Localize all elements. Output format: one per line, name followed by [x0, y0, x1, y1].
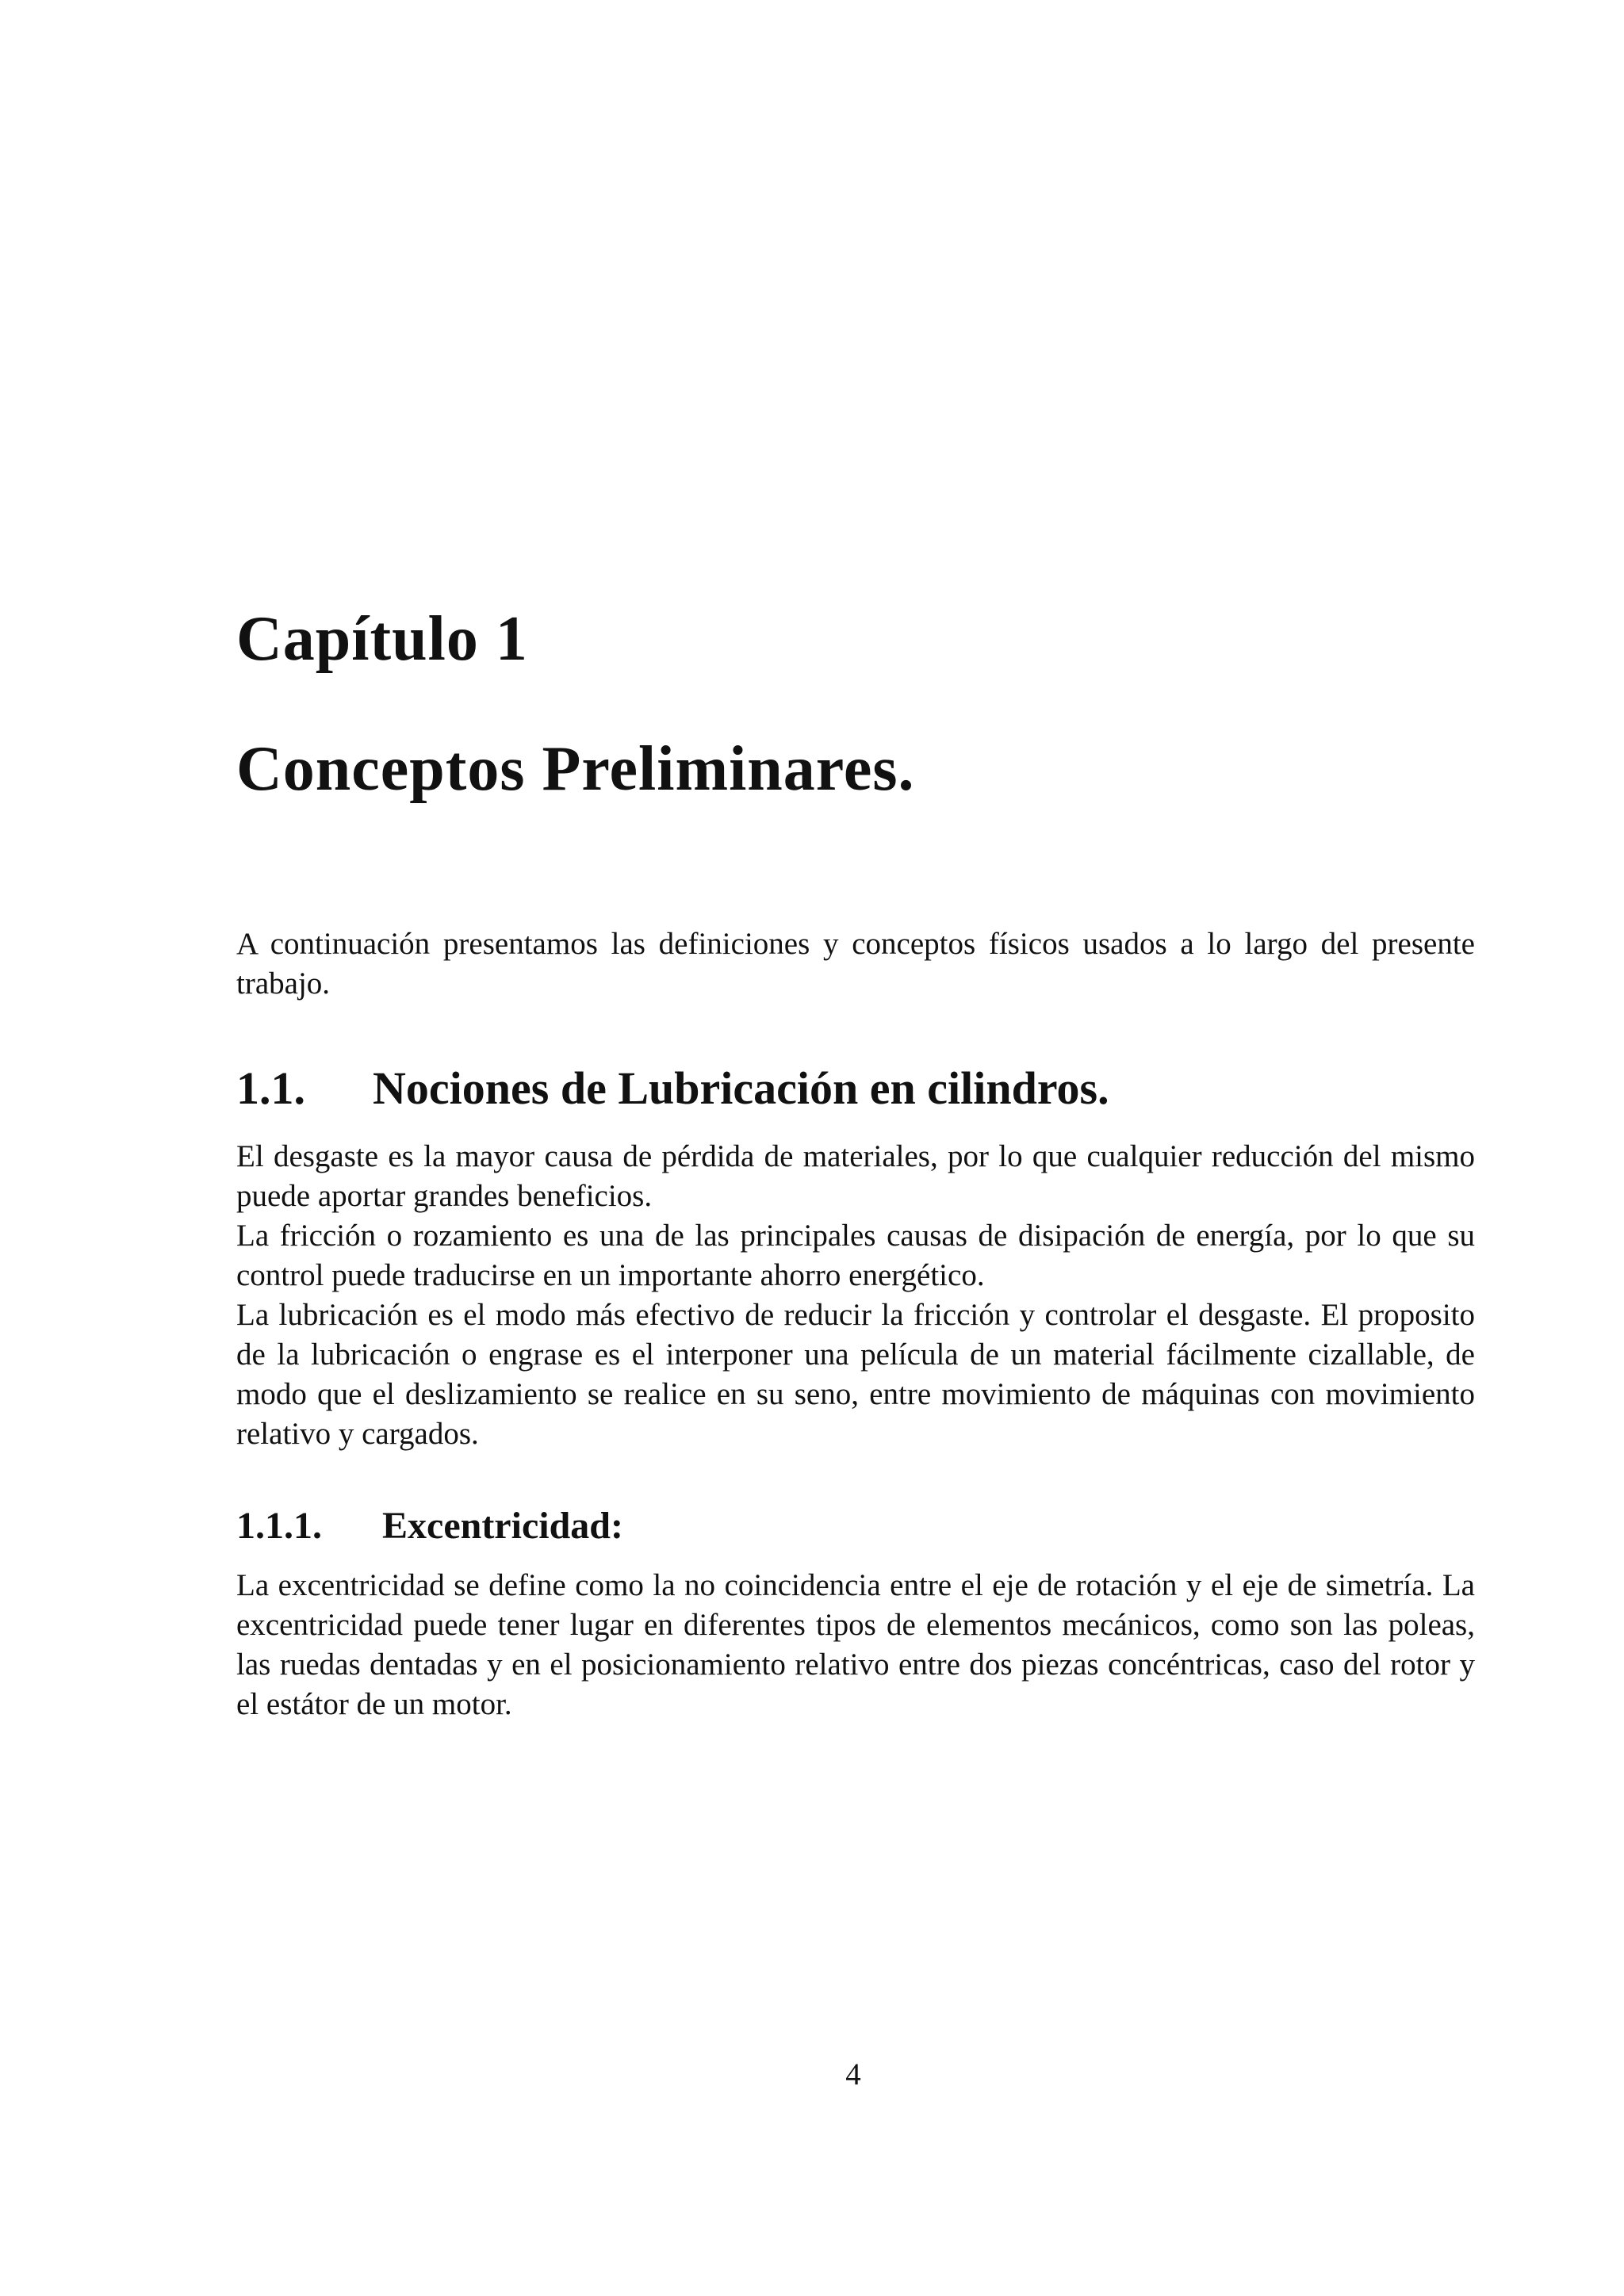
section-paragraph-1: El desgaste es la mayor causa de pérdida de materiales, por lo que cualquier reducción del mismo puede aportar grandes beneficios. — [236, 1138, 1475, 1213]
subsection-title: Excentricidad: — [382, 1504, 623, 1547]
chapter-title: Conceptos Preliminares. — [236, 734, 915, 804]
page-content — [236, 603, 1475, 1724]
subsection-heading — [236, 1503, 1475, 1549]
subsection-number: 1.1.1. — [236, 1504, 322, 1547]
subsection-body — [236, 1566, 1475, 1724]
chapter-label: Capítulo 1 — [236, 604, 528, 674]
subsection-paragraph: La excentricidad se define como la no coincidencia entre el eje de rotación y el eje de simetría. La excentricidad puede tener lugar en diferentes tipos de elementos mecánicos, como son las poleas, las ruedas dentadas y en el posicionamiento relativo entre dos piezas concéntricas, caso del rotor y el estátor de un motor. — [236, 1568, 1475, 1722]
section-heading — [236, 1061, 1475, 1116]
section-paragraph-2: La fricción o rozamiento es una de las principales causas de disipación de energía, por lo que su control puede traducirse en un importante ahorro energético. — [236, 1218, 1475, 1292]
intro-paragraph: A continuación presentamos las definiciones y conceptos físicos usados a lo largo del presente trabajo. — [236, 927, 1475, 1001]
section-body — [236, 1137, 1475, 1454]
section-title: Nociones de Lubricación en cilindros. — [373, 1062, 1109, 1114]
page-number: 4 — [845, 2057, 861, 2091]
section-paragraph-3: La lubricación es el modo más efectivo de reducir la fricción y controlar el desgaste. El proposito de la lubricación o engrase es el interponer una película de un material fácilmente cizallable, de modo que el deslizamiento se realice en su seno, entre movimiento de máquinas con movimiento relativo y cargados. — [236, 1297, 1475, 1451]
section-number: 1.1. — [236, 1062, 305, 1114]
